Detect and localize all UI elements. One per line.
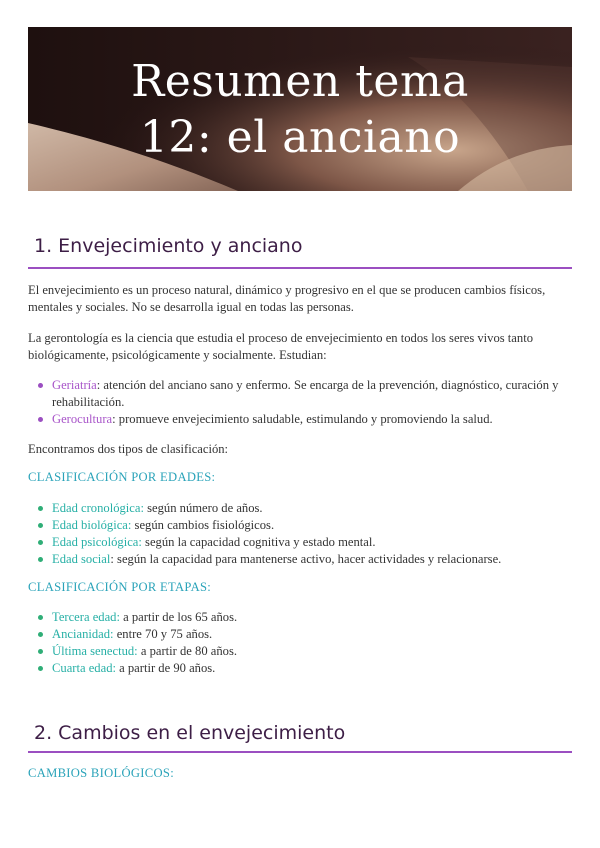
document-title: [28, 54, 572, 166]
list-text: : atención del anciano sano y enfermo. Se encarga de la prevención, diagnóstico, curación y rehabilitación.: [52, 378, 559, 409]
bullet-icon: [38, 383, 43, 388]
subtitle-biological-changes: CAMBIOS BIOLÓGICOS:: [28, 766, 174, 780]
list-item: [52, 551, 572, 568]
list-term: Edad cronológica:: [52, 501, 144, 515]
list-text: a partir de los 65 años.: [119, 610, 238, 624]
list-text: : según la capacidad para mantenerse activo, hacer actividades y relacionarse.: [110, 552, 502, 566]
list-term: Geriatría: [52, 378, 97, 392]
bullet-icon: [38, 523, 43, 528]
list-item: [52, 626, 572, 643]
list-term: Edad biológica:: [52, 518, 132, 532]
title-line-1: Resumen tema: [131, 56, 469, 107]
list-term: Cuarta edad:: [52, 661, 116, 675]
list-term: Ancianidad:: [52, 627, 114, 641]
bullet-icon: [38, 540, 43, 545]
section-2-divider: [28, 751, 572, 753]
list-item: [52, 643, 572, 660]
bullet-icon: [38, 557, 43, 562]
list-text: según número de años.: [143, 501, 263, 515]
list-item: [52, 500, 572, 517]
list-text: a partir de 80 años.: [137, 644, 238, 658]
list-term: Última senectud:: [52, 644, 138, 658]
section-1-divider: [28, 267, 572, 269]
list-text: a partir de 90 años.: [116, 661, 216, 675]
list-text: según cambios fisiológicos.: [131, 518, 275, 532]
section-1-heading: 1. Envejecimiento y anciano: [34, 235, 303, 257]
paragraph-gerontology: La gerontología es la ciencia que estudia el proceso de envejecimiento en todos los seres vivos tanto biológicamente, psicológicamente y socialmente. Estudian:: [28, 331, 533, 362]
title-line-2: 12: el anciano: [139, 112, 461, 163]
section-2-heading: 2. Cambios en el envejecimiento: [34, 722, 346, 744]
list-item: [52, 377, 572, 411]
paragraph-classification: Encontramos dos tipos de clasificación:: [28, 442, 229, 456]
paragraph-aging-definition: El envejecimiento es un proceso natural, dinámico y progresivo en el que se producen cambios físicos, mentales y sociales. No se desarrolla igual en todas las personas.: [28, 283, 546, 314]
bullet-icon: [38, 632, 43, 637]
bullet-icon: [38, 417, 43, 422]
list-term: Edad social: [52, 552, 111, 566]
list-item: [52, 411, 572, 428]
subtitle-classification-ages: CLASIFICACIÓN POR EDADES:: [28, 470, 216, 484]
list-term: Edad psicológica:: [52, 535, 142, 549]
list-item: [52, 517, 572, 534]
subtitle-classification-stages: CLASIFICACIÓN POR ETAPAS:: [28, 580, 212, 594]
bullet-icon: [38, 615, 43, 620]
cover-banner: [28, 27, 572, 191]
list-term: Gerocultura: [52, 412, 113, 426]
bullet-icon: [38, 666, 43, 671]
list-item: [52, 660, 572, 677]
list-item: [52, 609, 572, 626]
list-text: entre 70 y 75 años.: [113, 627, 213, 641]
list-term: Tercera edad:: [52, 610, 120, 624]
list-text: según la capacidad cognitiva y estado mental.: [141, 535, 376, 549]
list-text: : promueve envejecimiento saludable, estimulando y promoviendo la salud.: [112, 412, 493, 426]
bullet-icon: [38, 506, 43, 511]
list-item: [52, 534, 572, 551]
bullet-icon: [38, 649, 43, 654]
